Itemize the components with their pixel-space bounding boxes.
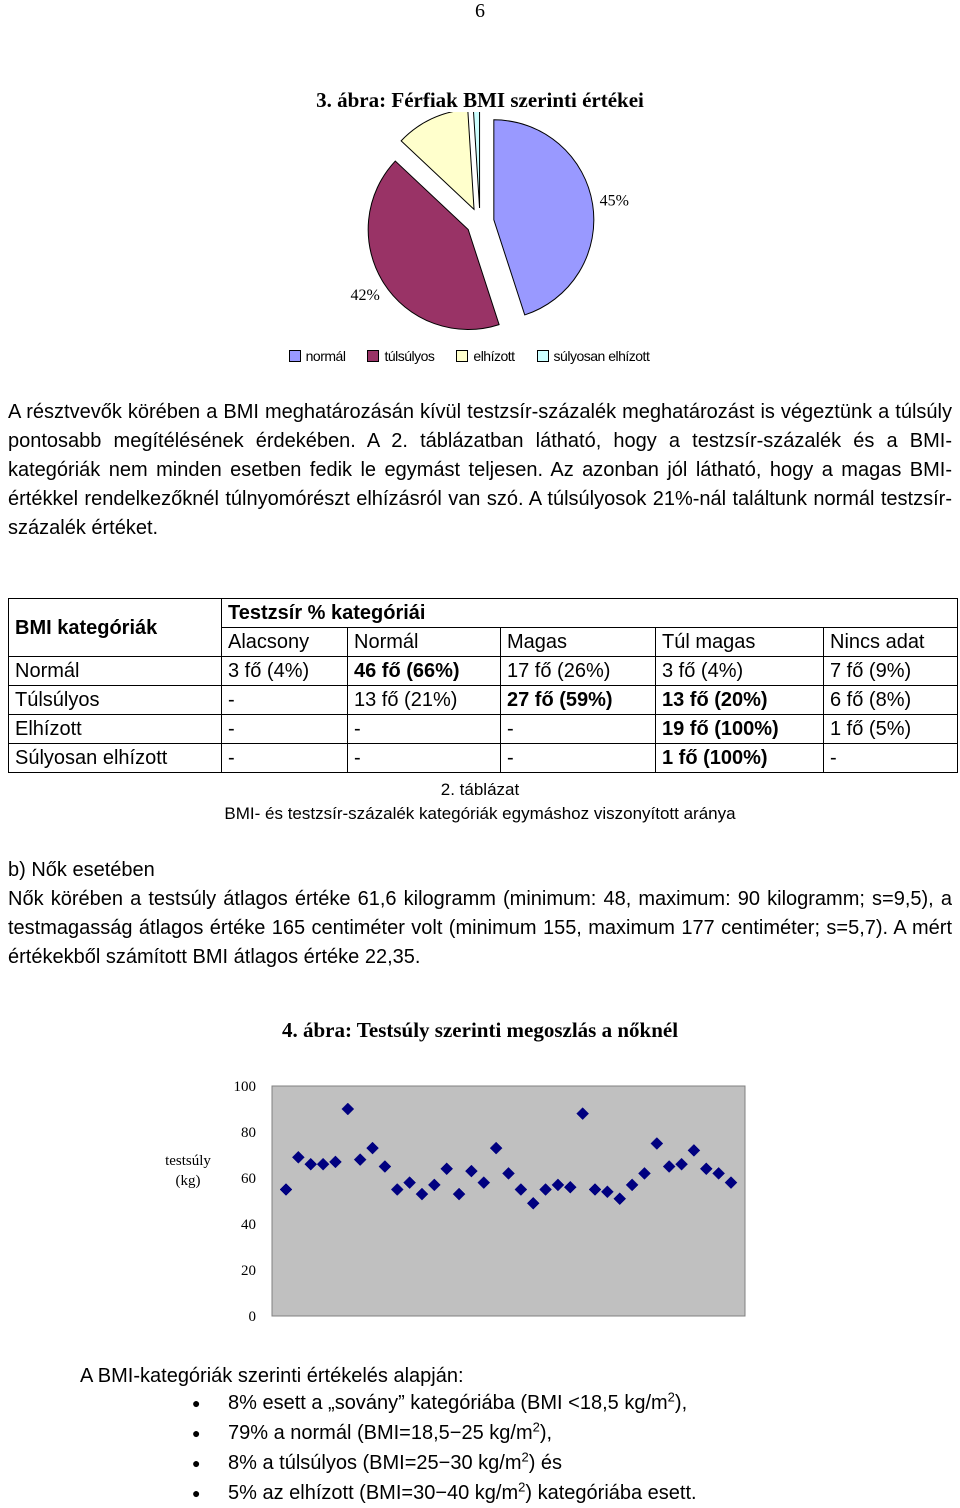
page-number: 6: [475, 0, 485, 22]
table-column-header: Túl magas: [656, 628, 824, 657]
list-item-text: 79% a normál (BMI=18,5−25 kg/m: [228, 1422, 533, 1444]
table-cell: -: [222, 744, 348, 773]
table-cell: 1 fő (100%): [656, 744, 824, 773]
list-item-text: 5% az elhízott (BMI=30−40 kg/m: [228, 1482, 519, 1504]
table-row-header: BMI kategóriák: [9, 599, 222, 657]
legend-label: elhízott: [473, 348, 515, 364]
table-cell: 6 fő (8%): [824, 686, 958, 715]
table-cell: 3 fő (4%): [656, 657, 824, 686]
table-cell: 46 fő (66%): [348, 657, 501, 686]
y-tick-label: 100: [233, 1079, 256, 1095]
y-tick-label: 60: [241, 1171, 256, 1187]
table-row-label: Súlyosan elhízott: [9, 744, 222, 773]
table-column-header: Nincs adat: [824, 628, 958, 657]
table-column-header: Normál: [348, 628, 501, 657]
table-cell: 13 fő (20%): [656, 686, 824, 715]
list-item-text: 8% a túlsúlyos (BMI=25−30 kg/m: [228, 1452, 522, 1474]
table-cell: 27 fő (59%): [501, 686, 656, 715]
paragraph-women-stats: Nők körében a testsúly átlagos értéke 61,6 kilogramm (minimum: 48, maximum: 90 kilogramm; s=9,5), a testmagasság átlagos értéke 165 centiméter volt (minimum 155, maximum 177 centiméter; s=5,7). A mért értékekből számított BMI átlagos értéke 22,35.: [8, 888, 952, 968]
pie-chart: [300, 112, 660, 342]
table-cell: 17 fő (26%): [501, 657, 656, 686]
table-row: [9, 744, 958, 773]
scatter-chart: [150, 1070, 770, 1335]
table-cell: -: [348, 715, 501, 744]
y-tick-label: 80: [241, 1125, 256, 1141]
superscript: 2: [532, 1419, 540, 1435]
table-cell: 19 fő (100%): [656, 715, 824, 744]
pie-data-label: 45%: [599, 192, 629, 210]
y-axis-label: testsúly (kg): [165, 1153, 211, 1189]
list-item-text: ),: [674, 1392, 688, 1414]
section-heading: b) Nők esetében: [8, 859, 155, 881]
figure3-title: 3. ábra: Férfiak BMI szerinti értékei: [316, 88, 644, 112]
list-item: [192, 1388, 697, 1418]
legend-item: [537, 348, 650, 364]
legend-swatch: [289, 350, 301, 362]
legend-swatch: [367, 350, 379, 362]
table-cell: -: [501, 744, 656, 773]
superscript: 2: [667, 1389, 675, 1405]
table-caption-number: 2. táblázat: [440, 780, 520, 799]
table-cell: 7 fő (9%): [824, 657, 958, 686]
legend-item: [456, 348, 514, 364]
table-cell: -: [824, 744, 958, 773]
table-row: [9, 657, 958, 686]
superscript: 2: [518, 1479, 526, 1495]
bmi-eval-list: [192, 1388, 697, 1508]
plot-area: [272, 1086, 745, 1316]
table-cell: 3 fő (4%): [222, 657, 348, 686]
table-cell: 13 fő (21%): [348, 686, 501, 715]
table-caption-text: BMI- és testzsír-százalék kategóriák egymáshoz viszonyított aránya: [224, 804, 736, 823]
table-row: [9, 715, 958, 744]
table-cell: 1 fő (5%): [824, 715, 958, 744]
table-cell: -: [501, 715, 656, 744]
figure4-title: 4. ábra: Testsúly szerinti megoszlás a nőknél: [281, 1018, 679, 1042]
list-item-text: ),: [539, 1422, 553, 1444]
y-tick-label: 0: [248, 1309, 256, 1325]
list-item: [192, 1418, 697, 1448]
table-row: [9, 686, 958, 715]
legend-swatch: [456, 350, 468, 362]
table-cell: -: [222, 715, 348, 744]
table-row-label: Túlsúlyos: [9, 686, 222, 715]
legend-label: normál: [305, 348, 346, 364]
table-header-row: [9, 599, 958, 628]
bmi-bodyfat-table: [8, 598, 958, 773]
list-item-text: ) kategóriába esett.: [525, 1482, 697, 1504]
y-tick-label: 40: [241, 1217, 256, 1233]
list-item: [192, 1478, 697, 1508]
table-column-header: Magas: [501, 628, 656, 657]
legend-swatch: [537, 350, 549, 362]
table-cell: -: [222, 686, 348, 715]
table-row-label: Normál: [9, 657, 222, 686]
table-row-label: Elhízott: [9, 715, 222, 744]
table-group-header: Testzsír % kategóriái: [222, 599, 958, 628]
pie-legend: [0, 348, 960, 364]
superscript: 2: [521, 1449, 529, 1465]
bmi-eval-intro: A BMI-kategóriák szerinti értékelés alapján:: [80, 1365, 464, 1387]
list-item-text: ) és: [528, 1452, 563, 1474]
pie-slice-3: [473, 112, 479, 208]
y-tick-label: 20: [241, 1263, 256, 1279]
table-column-header: Alacsony: [222, 628, 348, 657]
legend-item: [367, 348, 434, 364]
legend-label: súlyosan elhízott: [553, 348, 650, 364]
legend-label: túlsúlyos: [384, 348, 435, 364]
paragraph-bmi-bodyfat: A résztvevők körében a BMI meghatározásán kívül testzsír-százalék meghatározást is végeztünk a túlsúly pontosabb megítélésének érdekében. A 2. táblázatban látható, hogy a testzsír-százalék és a BMI-kategóriák nem minden esetben fedik le egymást teljesen. Az azonban jól látható, hogy a magas BMI-értékkel rendelkezőknél túlnyomórészt elhízásról van szó. A túlsúlyosok 21%-nál találtunk normál testzsír-százalék értéket.: [8, 401, 952, 539]
legend-item: [289, 348, 346, 364]
table-cell: -: [348, 744, 501, 773]
list-item: [192, 1448, 697, 1478]
list-item-text: 8% esett a „sovány” kategóriába (BMI <18,5 kg/m: [228, 1392, 668, 1414]
pie-slice-0: [494, 120, 594, 315]
pie-data-label: 42%: [350, 286, 380, 304]
